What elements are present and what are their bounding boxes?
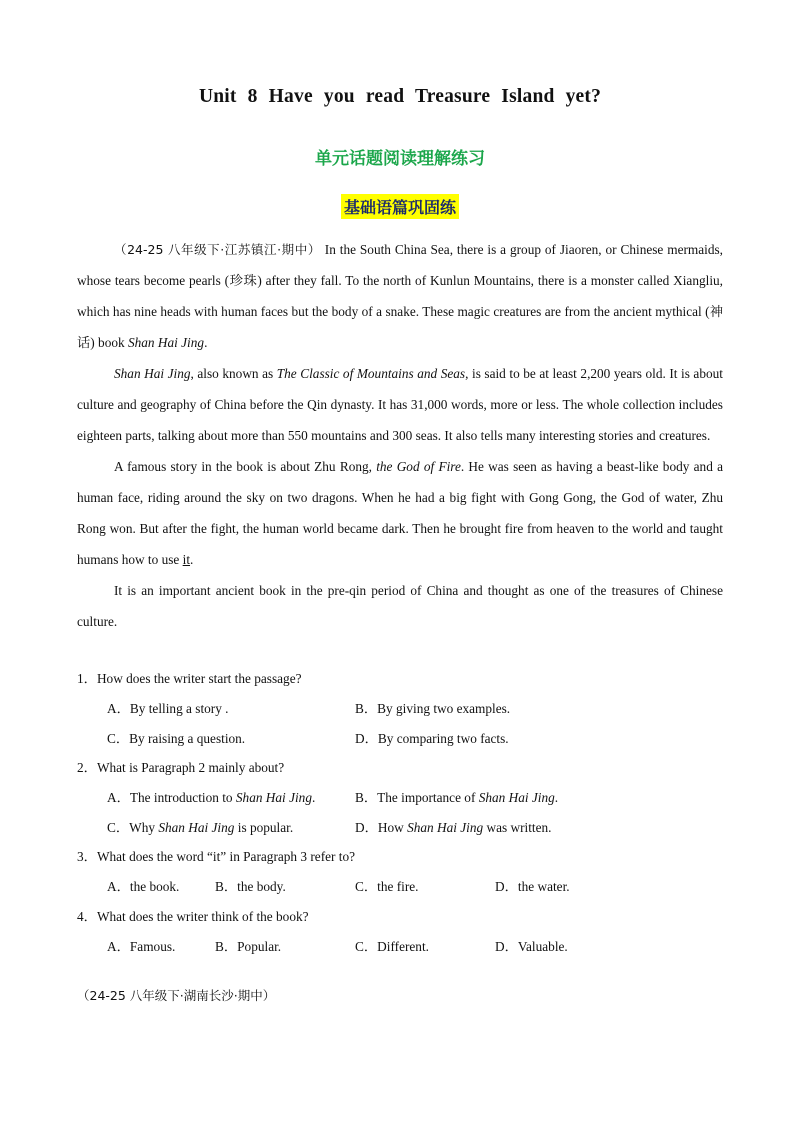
option-a[interactable]: A．By telling a story . <box>107 701 229 716</box>
book-title: Shan Hai Jing <box>127 335 205 350</box>
question-3-stem: 3．What does the word “it” in Paragraph 3 refer to? <box>77 849 356 864</box>
paragraph-text: , also known as <box>190 366 277 381</box>
question-list <box>77 664 723 961</box>
unit-title: Unit 8 Have you read Treasure Island yet? <box>198 86 602 107</box>
option-d[interactable]: D．the water. <box>495 879 570 894</box>
paragraph-text: . He was seen as having a beast-like body and a human face, riding around the sky on two dragons. When he had a big fight with Gong Gong, the God of water, Zhu Rong won. But after the fight, the human world became dark. Then he brought fire from heaven to the world and taught humans how to use <box>77 459 723 567</box>
option-a[interactable]: A．Famous. <box>107 938 176 954</box>
reading-passage <box>77 234 723 637</box>
option-a[interactable]: A．the book. <box>107 879 180 894</box>
option-c[interactable]: C．Different. <box>355 938 429 954</box>
unit-subtitle: 单元话题阅读理解练习 <box>315 149 485 169</box>
paragraph-text: , is said to be at least 2,200 years old. It is about culture and geography of China before the Qin dynasty. It has 31,000 words, more or less. The whole collection includes eighteen parts, talking about more than 550 mountains and 300 seas. It also tells many interesting stories and creatures. <box>77 366 723 443</box>
option-a[interactable]: A．The introduction to Shan Hai Jing. <box>107 790 316 805</box>
question-2-options-row-2 <box>77 813 723 843</box>
passage-paragraph-2 <box>77 358 723 451</box>
passage-source: （24-25 八年级下·江苏镇江·期中） <box>114 242 321 257</box>
passage-paragraph-4: It is an important ancient book in the pre-qin period of China and thought as one of the treasures of Chinese culture. <box>77 583 723 629</box>
book-title: Shan Hai Jing <box>114 366 191 381</box>
option-c[interactable]: C．Why Shan Hai Jing is popular. <box>107 819 294 835</box>
question-1-options-row-1 <box>77 694 723 724</box>
option-b[interactable]: B．Popular. <box>215 938 282 954</box>
question-3-options <box>77 872 723 902</box>
question-1-options-row-2 <box>77 724 723 754</box>
passage-paragraph-1 <box>77 234 723 358</box>
section-heading-wrap <box>0 194 800 219</box>
option-c[interactable]: C．By raising a question. <box>107 730 246 746</box>
next-passage-source: （24-25 八年级下·湖南长沙·期中） <box>77 988 276 1003</box>
god-title: the God of Fire <box>376 459 461 474</box>
paragraph-text: A famous story in the book is about Zhu Rong, <box>114 459 377 474</box>
option-b[interactable]: B．the body. <box>215 879 286 894</box>
paragraph-text: . <box>190 552 194 567</box>
paragraph-text: In the South China Sea, there is a group of Jiaoren, or Chinese mermaids, whose tears become pearls (珍珠) after they fall. To the north of Kunlun Mountains, there is a monster called Xiangliu, which has nine heads with human faces but the body of a snake. These magic creatures are from the ancient mythical (神话) book <box>77 242 723 350</box>
section-heading: 基础语篇巩固练 <box>341 194 459 219</box>
option-c[interactable]: C．the fire. <box>355 879 419 894</box>
question-4-stem: 4．What does the writer think of the book? <box>77 908 309 924</box>
option-d[interactable]: D．How Shan Hai Jing was written. <box>355 819 552 835</box>
question-1-stem: 1．How does the writer start the passage? <box>77 671 302 686</box>
option-d[interactable]: D．Valuable. <box>495 938 568 954</box>
option-b[interactable]: B．The importance of Shan Hai Jing. <box>355 790 559 805</box>
question-4-options <box>77 932 723 962</box>
passage-paragraph-3 <box>77 451 723 575</box>
question-2-stem: 2．What is Paragraph 2 mainly about? <box>77 760 285 775</box>
option-d[interactable]: D．By comparing two facts. <box>355 730 509 746</box>
question-2-options-row-1 <box>77 783 723 813</box>
paragraph-text: . <box>204 335 208 350</box>
option-b[interactable]: B．By giving two examples. <box>355 701 511 716</box>
underlined-word: it <box>182 552 191 567</box>
book-alt-title: The Classic of Mountains and Seas <box>276 366 466 381</box>
